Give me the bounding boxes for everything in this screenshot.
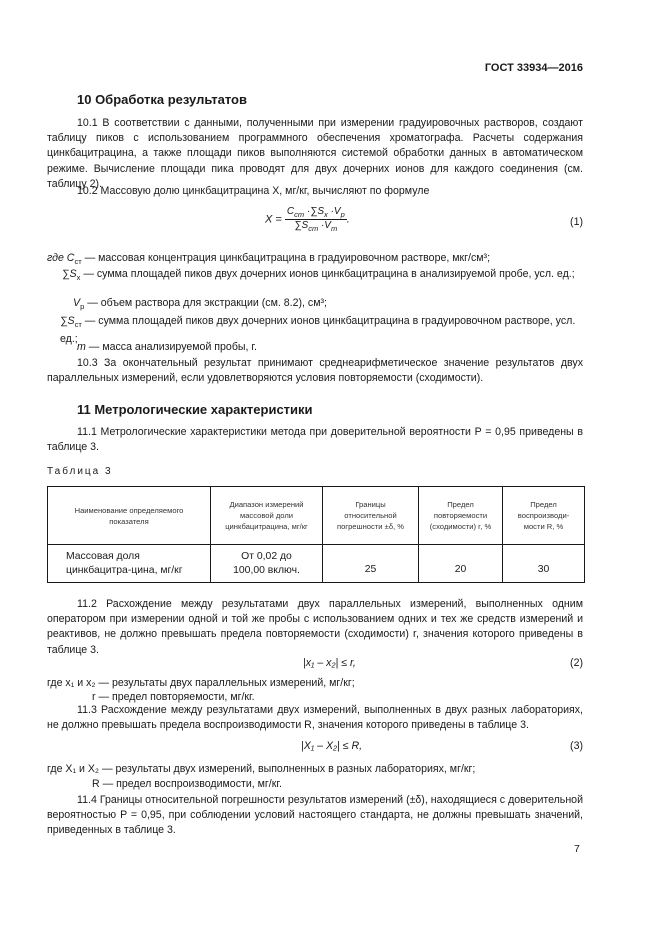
paragraph-11-2: 11.2 Расхождение между результатами двух параллельных измерений, выполненных одним оператором при измерении одной и той же пробы с использованием одних и тех же средств измерений и реактивов, не должно превышать предела повторяемости (сходимости) r, значения которого приведены в таблице 3. (47, 598, 583, 656)
table-cell-error: 25 (364, 564, 377, 575)
section-10-title: 10 Обработка результатов (77, 92, 247, 107)
definition-X1-X2: где X₁ и X₂ — результаты двух измерений, выполненных в разных лабораториях, мг/кг; (47, 763, 476, 775)
table-header-indicator: Наименование определяемого показателя (74, 505, 184, 526)
table-header-error: Границы относительной погрешности ±δ, % (336, 500, 405, 531)
table-caption: Таблица 3 (47, 466, 113, 477)
table-3 (47, 486, 585, 583)
paragraph-11-1: 11.1 Метрологические характеристики метода при доверительной вероятности P = 0,95 приведены в таблице 3. (47, 426, 583, 454)
equation-3-number: (3) (570, 740, 583, 752)
table-header-repeatability: Предел повторяемости (сходимости) r, % (429, 500, 492, 531)
table-header-range: Диапазон измерений массовой доли цинкбацитрацина, мг/кг (225, 500, 308, 531)
paragraph-11-4: 11.4 Границы относительной погрешности результатов измерений (±δ), находящиеся с доверительной вероятностью P = 0,95, при соблюдении условий настоящего стандарта, не должны превышать значений, приведенных в таблице 3. (47, 794, 583, 837)
table-cell-repeatability: 20 (454, 564, 467, 575)
paragraph-10-2: 10.2 Массовую долю цинкбацитрацина X, мг/кг, вычисляют по формуле (77, 185, 430, 197)
definition-sum-sx: $\sum S_x$ — сумма площадей пиков двух дочерних ионов цинкбацитрацина в анализируемой пробе, усл. ед.; (62, 268, 575, 283)
equation-1-number: (1) (570, 216, 583, 228)
table-cell-reproducibility: 30 (537, 564, 550, 575)
formula-2: |x₁ – x₂| ≤ r, (303, 657, 356, 669)
definition-vp: $V_p$ — объем раствора для экстракции (см. 8.2), см³; (73, 297, 327, 312)
equation-2-number: (2) (570, 657, 583, 669)
formula-1: X = $\frac{C_{ст} \cdot\sum S_x \cdot V_p}{\sum S_{ст} \cdot V_m}$ . (265, 206, 350, 233)
paragraph-11-3: 11.3 Расхождение между результатами двух измерений, выполненных в двух разных лабораториях, не должно превышать предела воспроизводимости R, значения которого приведены в таблице 3. (47, 704, 583, 732)
definition-sum-sst: $\sum S_{ст}$ — сумма площадей пиков двух дочерних ионов цинкбацитрацина в градуировочном растворе, усл. ед.; (60, 315, 576, 346)
paragraph-10-3: 10.3 За окончательный результат принимают среднеарифметическое значение результатов двух параллельных измерений, если удовлетворяются условия повторяемости (сходимости). (47, 357, 583, 385)
table-header-reproducibility: Предел воспроизводи-мости R, % (517, 500, 570, 531)
standard-number: ГОСТ 33934—2016 (484, 62, 583, 74)
definition-m: m — масса анализируемой пробы, г. (77, 341, 257, 353)
table-cell-range: От 0,02 до 100,00 включ. (233, 550, 300, 576)
formula-3: |X₁ – X₂| ≤ R, (301, 740, 363, 752)
paragraph-10-1: 10.1 В соответствии с данными, полученными при измерении градуировочных растворов, создают таблицу пиков с использованием программного обеспечения хроматографа. Расчеты содержания цинкбацитрацина, а также площади пиков выполняются системой обработки данных в автоматическом режиме. Вычисление площади пика проводят для двух дочерних ионов для каждого соединения (см. таблицу 2). (47, 117, 583, 190)
page-number: 7 (574, 843, 580, 855)
definition-r: r — предел повторяемости, мг/кг. (92, 691, 255, 703)
definition-c-st: где $C_{ст}$ — массовая концентрация цинкбацитрацина в градуировочном растворе, мкг/см³; (47, 252, 491, 267)
section-11-title: 11 Метрологические характеристики (77, 402, 313, 417)
table-cell-indicator: Массовая доля цинкбацитра-цина, мг/кг (66, 550, 183, 576)
definition-x1-x2: где x₁ и x₂ — результаты двух параллельных измерений, мг/кг; (47, 677, 355, 689)
definition-R: R — предел воспроизводимости, мг/кг. (92, 778, 282, 790)
